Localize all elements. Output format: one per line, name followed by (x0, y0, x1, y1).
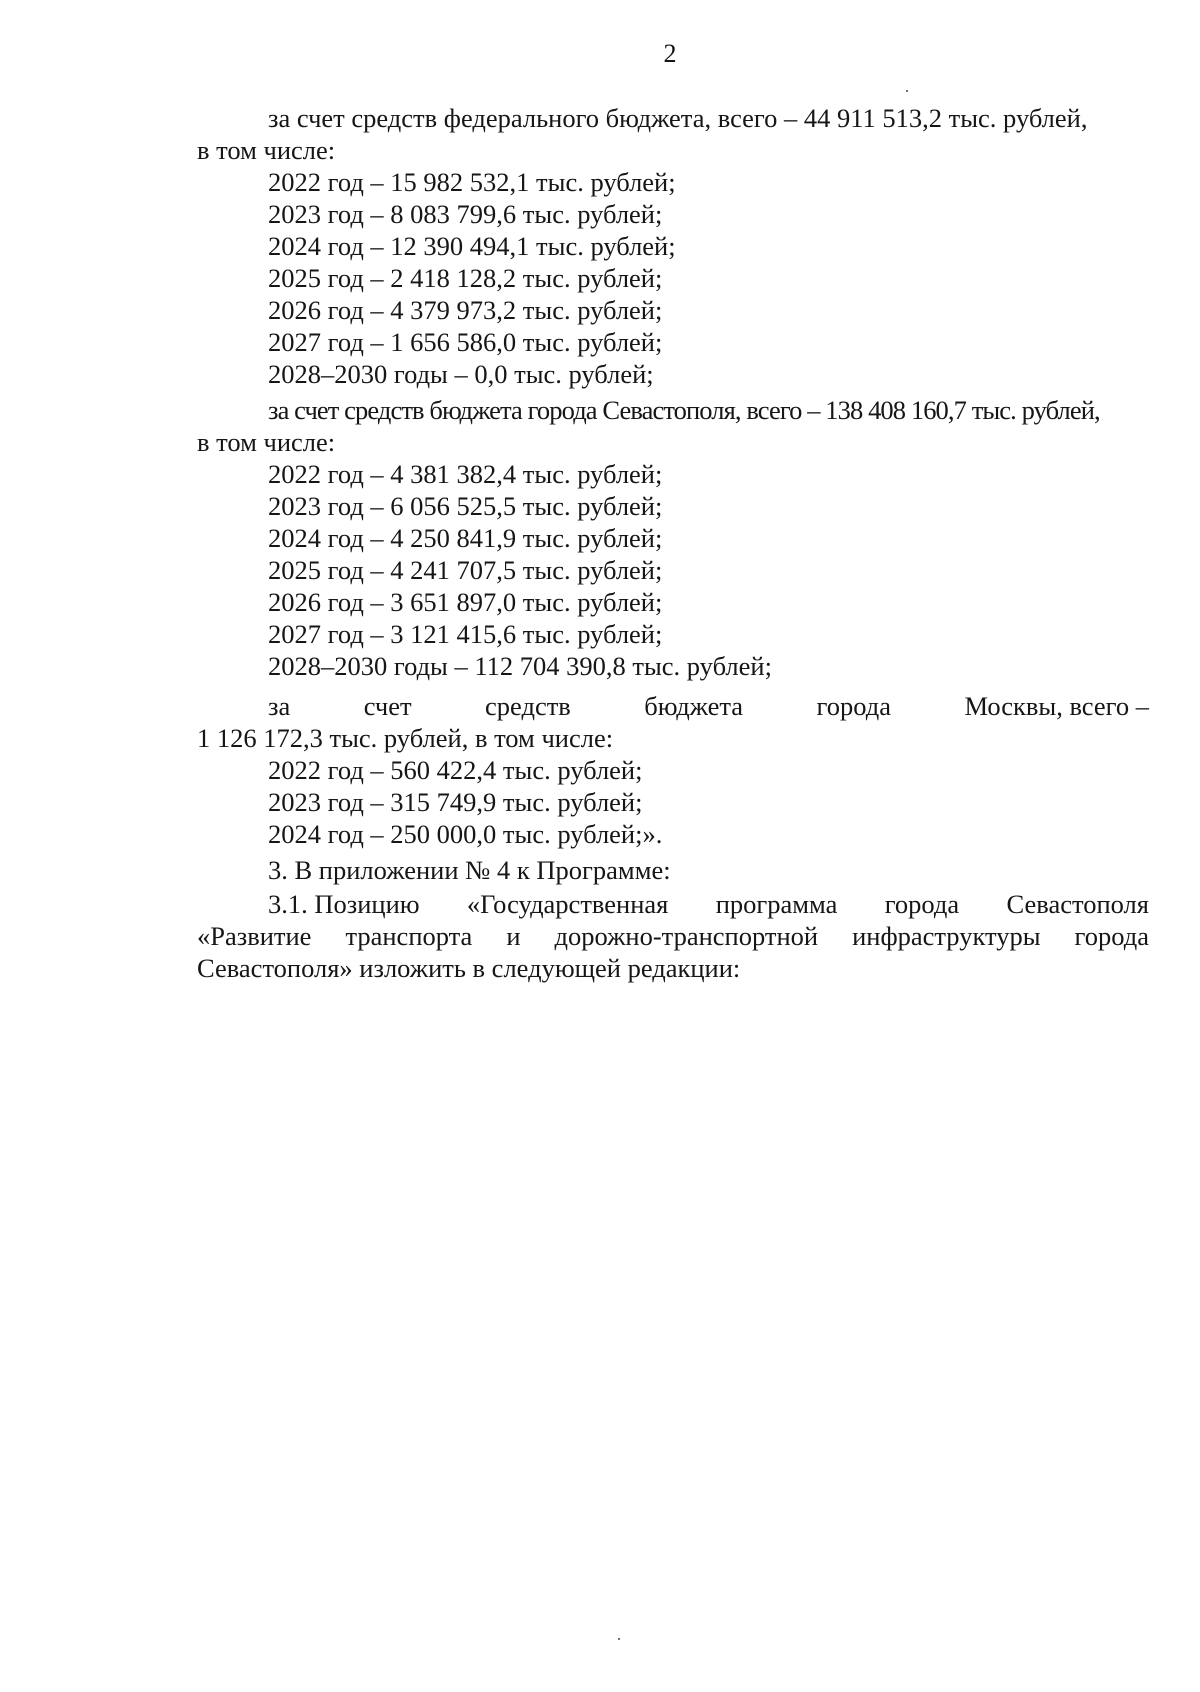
item-3-1-line-1 (268, 888, 1149, 920)
scan-speck (906, 90, 908, 92)
federal-budget-2023: 2023 год – 8 083 799,6 тыс. рублей; (268, 199, 663, 229)
justified-word: инфраструктуры (852, 921, 1041, 951)
justified-word: города (1074, 921, 1149, 951)
sevastopol-budget-2027: 2027 год – 3 121 415,6 тыс. рублей; (268, 619, 663, 649)
justified-word: «Государственная (466, 889, 669, 919)
federal-budget-2022: 2022 год – 15 982 532,1 тыс. рублей; (268, 167, 676, 197)
justified-word: бюджета (644, 691, 744, 721)
sevastopol-budget-total: за счет средств бюджета города Севастополя, всего – 138 408 160,7 тыс. рублей, (268, 395, 1100, 425)
justified-word: Севастополя (1006, 889, 1149, 919)
justified-word: программа (715, 889, 838, 919)
justified-word: «Развитие (197, 921, 312, 951)
justified-word: транспорта (345, 921, 473, 951)
justified-word: и (506, 921, 521, 951)
sevastopol-budget-2022: 2022 год – 4 381 382,4 тыс. рублей; (268, 459, 663, 489)
item-3-1-line-3: Севастополя» изложить в следующей редакции: (197, 953, 741, 983)
sevastopol-budget-2026: 2026 год – 3 651 897,0 тыс. рублей; (268, 587, 663, 617)
justified-word: города (884, 889, 960, 919)
justified-word: Москвы, всего – (964, 691, 1149, 721)
justified-word: дорожно-транспортной (554, 921, 819, 951)
sevastopol-budget-2023: 2023 год – 6 056 525,5 тыс. рублей; (268, 491, 663, 521)
moscow-budget-2024: 2024 год – 250 000,0 тыс. рублей;». (268, 819, 663, 849)
federal-budget-2025: 2025 год – 2 418 128,2 тыс. рублей; (268, 263, 663, 293)
federal-budget-2027: 2027 год – 1 656 586,0 тыс. рублей; (268, 327, 663, 357)
justified-word: средств (485, 691, 571, 721)
sevastopol-budget-total-continued: в том числе: (197, 427, 336, 457)
sevastopol-budget-2024: 2024 год – 4 250 841,9 тыс. рублей; (268, 523, 663, 553)
moscow-budget-total-continued: 1 126 172,3 тыс. рублей, в том числе: (197, 723, 614, 753)
page-number: 2 (663, 39, 677, 68)
justified-word: города (816, 691, 891, 721)
scan-speck (618, 1638, 620, 1640)
justified-word: 3.1. Позицию (268, 889, 420, 919)
federal-budget-2024: 2024 год – 12 390 494,1 тыс. рублей; (268, 231, 676, 261)
item-3-heading: 3. В приложении № 4 к Программе: (268, 855, 671, 885)
federal-budget-total-continued: в том числе: (197, 135, 336, 165)
moscow-budget-2022: 2022 год – 560 422,4 тыс. рублей; (268, 755, 643, 785)
sevastopol-budget-2025: 2025 год – 4 241 707,5 тыс. рублей; (268, 555, 663, 585)
justified-word: за (268, 691, 291, 721)
justified-word: счет (363, 691, 412, 721)
item-3-1-line-2 (197, 920, 1149, 952)
federal-budget-2026: 2026 год – 4 379 973,2 тыс. рублей; (268, 295, 663, 325)
moscow-budget-total (268, 690, 1149, 722)
moscow-budget-2023: 2023 год – 315 749,9 тыс. рублей; (268, 787, 643, 817)
sevastopol-budget-2028-2030: 2028–2030 годы – 112 704 390,8 тыс. рублей; (268, 651, 772, 681)
federal-budget-2028-2030: 2028–2030 годы – 0,0 тыс. рублей; (268, 359, 654, 389)
federal-budget-total: за счет средств федерального бюджета, всего – 44 911 513,2 тыс. рублей, (268, 103, 1088, 133)
